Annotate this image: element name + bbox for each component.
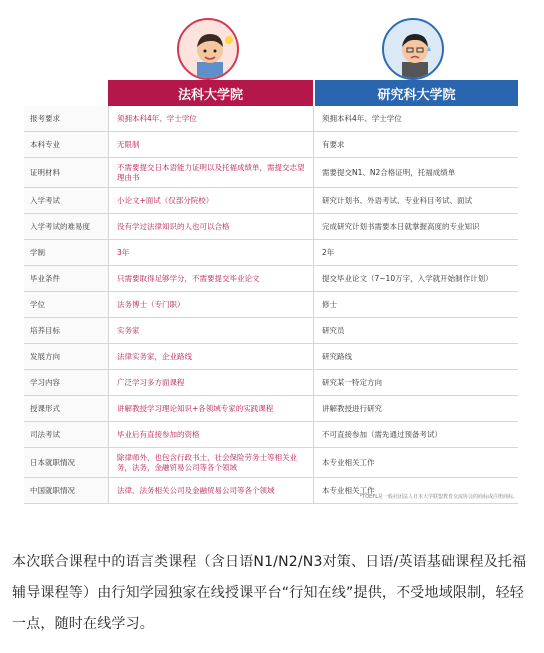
grad-school-header: 研究科大学院 bbox=[315, 80, 518, 106]
table-row bbox=[24, 344, 518, 370]
law-cell: 毕业后有直接参加的资格 bbox=[108, 422, 314, 447]
law-cell: 法务博士（专门职） bbox=[108, 292, 314, 317]
table-row bbox=[24, 478, 518, 504]
grad-cell: 本专业相关工作 bbox=[322, 485, 375, 495]
law-cell: 实务家 bbox=[108, 318, 314, 343]
intro-paragraph: 本次联合课程中的语言类课程（含日语N1/N2/N3对策、日语/英语基础课程及托福辅导课程等）由行知学园独家在线授课平台“行知在线”提供，不受地域限制，轻轻一点，随时在线学习。 bbox=[12, 554, 527, 632]
law-cell: 无限制 bbox=[108, 132, 314, 157]
row-label: 入学考试的难易度 bbox=[24, 214, 108, 239]
table-row bbox=[24, 422, 518, 448]
grad-cell: 讲解教授进行研究 bbox=[322, 403, 382, 413]
table-row bbox=[24, 240, 518, 266]
row-label: 司法考试 bbox=[24, 422, 108, 447]
table-body bbox=[24, 106, 518, 504]
comparison-table bbox=[24, 80, 518, 504]
grad-cell: 须拥本科4年、学士学位 bbox=[322, 113, 402, 123]
law-student-avatar bbox=[177, 18, 239, 80]
table-row bbox=[24, 292, 518, 318]
table-row bbox=[24, 370, 518, 396]
grad-cell: 2年 bbox=[322, 247, 335, 257]
footnote: *TOEFL是一般社团法人日本大学联盟教育交流协会的商标或注册商标。 bbox=[359, 494, 518, 500]
table-row bbox=[24, 266, 518, 292]
law-school-header: 法科大学院 bbox=[108, 80, 313, 106]
law-cell: 除律师外，也包含行政书士，社会保险劳务士等相关业务，法务，金融贸易公司等各个领域 bbox=[108, 448, 314, 477]
law-cell: 广泛学习多方面课程 bbox=[108, 370, 314, 395]
grad-cell: 修士 bbox=[322, 299, 337, 309]
grad-cell: 研究计划书、外语考试、专业科目考试、面试 bbox=[322, 195, 472, 205]
table-header bbox=[24, 80, 518, 106]
row-label: 本科专业 bbox=[24, 132, 108, 157]
law-cell: 没有学过法律知识的人也可以合格 bbox=[108, 214, 314, 239]
row-label: 中国就职情况 bbox=[24, 478, 108, 503]
row-label: 授课形式 bbox=[24, 396, 108, 421]
table-row bbox=[24, 132, 518, 158]
row-label: 入学考试 bbox=[24, 188, 108, 213]
law-cell: 法律实务家，企业路线 bbox=[108, 344, 314, 369]
table-row bbox=[24, 188, 518, 214]
grad-cell: 不可直接参加（需先通过预备考试） bbox=[322, 429, 442, 439]
row-label: 证明材料 bbox=[24, 158, 108, 187]
grad-cell: 本专业相关工作 bbox=[322, 457, 375, 467]
law-cell: 不需要提交日本语能力证明以及托福成绩单，需提交志望理由书 bbox=[108, 158, 314, 187]
grad-cell: 提交毕业论文（7~10万字，入学就开始制作计划） bbox=[322, 273, 493, 283]
header-blank bbox=[24, 80, 108, 106]
grad-cell: 有要求 bbox=[322, 139, 345, 149]
grad-cell: 研究某一特定方向 bbox=[322, 377, 382, 387]
row-label: 学习内容 bbox=[24, 370, 108, 395]
table-row bbox=[24, 396, 518, 422]
grad-cell: 需要提交N1、N2合格证明，托福成绩单 bbox=[322, 167, 456, 177]
grad-cell: 研究员 bbox=[322, 325, 345, 335]
table-row bbox=[24, 448, 518, 478]
grad-student-avatar bbox=[382, 18, 444, 80]
grad-cell: 研究路线 bbox=[322, 351, 352, 361]
row-label: 报考要求 bbox=[24, 106, 108, 131]
row-label: 日本就职情况 bbox=[24, 448, 108, 477]
row-label: 发展方向 bbox=[24, 344, 108, 369]
row-label: 毕业条件 bbox=[24, 266, 108, 291]
table-row bbox=[24, 214, 518, 240]
grad-cell: 完成研究计划书需要本日就掌握高度的专业知识 bbox=[322, 221, 480, 231]
law-cell: 只需要取得足够学分，不需要提交毕业论文 bbox=[108, 266, 314, 291]
row-label: 学位 bbox=[24, 292, 108, 317]
row-label: 培养目标 bbox=[24, 318, 108, 343]
law-cell: 3年 bbox=[108, 240, 314, 265]
law-cell: 讲解教授学习理论知识+各领域专家的实践课程 bbox=[108, 396, 314, 421]
law-cell: 法律、法务相关公司及金融贸易公司等各个领域 bbox=[108, 478, 314, 503]
row-label: 学制 bbox=[24, 240, 108, 265]
table-row bbox=[24, 158, 518, 188]
law-cell: 小论文+面试（仅部分院校） bbox=[108, 188, 314, 213]
law-cell: 须拥本科4年、学士学位 bbox=[108, 106, 314, 131]
table-row bbox=[24, 106, 518, 132]
table-row bbox=[24, 318, 518, 344]
